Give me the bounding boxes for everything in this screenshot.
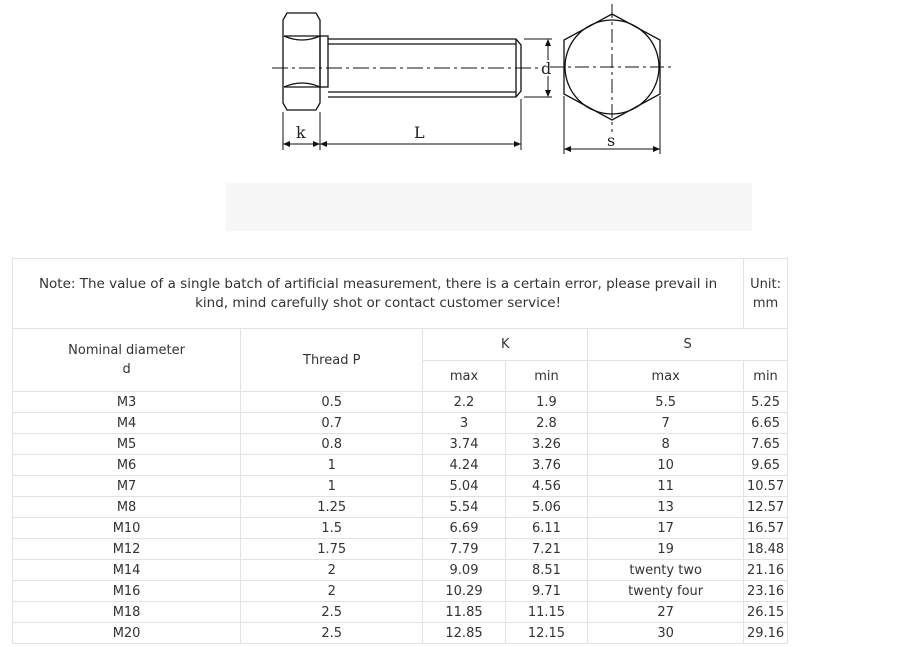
- s-max-cell: 7: [588, 413, 744, 434]
- nominal-diameter-cell: M14: [13, 560, 241, 581]
- k-max-cell: 9.09: [423, 560, 505, 581]
- table-row: [13, 497, 788, 518]
- bolt-spec-table: [12, 258, 788, 644]
- table-row: [13, 518, 788, 539]
- s-min-cell: 6.65: [744, 413, 788, 434]
- k-max-cell: 4.24: [423, 455, 505, 476]
- thread-cell: 2.5: [241, 623, 423, 644]
- table-row: [13, 392, 788, 413]
- k-max-cell: 3: [423, 413, 505, 434]
- bolt-head-side: [283, 13, 320, 110]
- k-min-cell: 6.11: [505, 518, 587, 539]
- s-max-cell: 10: [588, 455, 744, 476]
- s-min-cell: 26.15: [744, 602, 788, 623]
- thread-cell: 1.25: [241, 497, 423, 518]
- s-max-cell: 30: [588, 623, 744, 644]
- k-min-cell: 3.76: [505, 455, 587, 476]
- s-min-cell: 29.16: [744, 623, 788, 644]
- s-max-cell: twenty four: [588, 581, 744, 602]
- s-min-cell: 10.57: [744, 476, 788, 497]
- k-max-cell: 5.54: [423, 497, 505, 518]
- table-row: [13, 476, 788, 497]
- faint-banner: [226, 183, 752, 231]
- s-min-cell: 5.25: [744, 392, 788, 413]
- nominal-diameter-cell: M20: [13, 623, 241, 644]
- k-max-cell: 2.2: [423, 392, 505, 413]
- k-min-cell: 3.26: [505, 434, 587, 455]
- nominal-diameter-cell: M18: [13, 602, 241, 623]
- k-max-cell: 10.29: [423, 581, 505, 602]
- k-max-cell: 7.79: [423, 539, 505, 560]
- dimension-s-label: s: [607, 131, 616, 150]
- header-nominal-diameter: Nominal diameter d: [13, 329, 241, 392]
- s-min-cell: 23.16: [744, 581, 788, 602]
- thread-cell: 1.75: [241, 539, 423, 560]
- table-row: [13, 434, 788, 455]
- k-min-cell: 7.21: [505, 539, 587, 560]
- s-min-cell: 9.65: [744, 455, 788, 476]
- s-max-cell: 11: [588, 476, 744, 497]
- s-min-cell: 21.16: [744, 560, 788, 581]
- s-max-cell: twenty two: [588, 560, 744, 581]
- s-min-cell: 7.65: [744, 434, 788, 455]
- nominal-diameter-cell: M5: [13, 434, 241, 455]
- s-max-cell: 8: [588, 434, 744, 455]
- thread-cell: 1: [241, 476, 423, 497]
- s-max-cell: 27: [588, 602, 744, 623]
- k-max-cell: 6.69: [423, 518, 505, 539]
- k-min-cell: 8.51: [505, 560, 587, 581]
- k-min-cell: 11.15: [505, 602, 587, 623]
- nominal-diameter-cell: M8: [13, 497, 241, 518]
- table-row: [13, 455, 788, 476]
- k-max-cell: 12.85: [423, 623, 505, 644]
- k-min-cell: 2.8: [505, 413, 587, 434]
- s-max-cell: 5.5: [588, 392, 744, 413]
- s-max-cell: 13: [588, 497, 744, 518]
- thread-cell: 1: [241, 455, 423, 476]
- k-min-cell: 9.71: [505, 581, 587, 602]
- dimension-L-label: L: [414, 123, 425, 142]
- thread-cell: 0.5: [241, 392, 423, 413]
- table-row: [13, 560, 788, 581]
- s-max-cell: 17: [588, 518, 744, 539]
- k-min-cell: 4.56: [505, 476, 587, 497]
- thread-cell: 1.5: [241, 518, 423, 539]
- header-k-min: min: [505, 361, 587, 392]
- table-row: [13, 602, 788, 623]
- table-row: [13, 581, 788, 602]
- header-k: K: [423, 329, 588, 361]
- header-s-max: max: [588, 361, 744, 392]
- note-text: Note: The value of a single batch of artificial measurement, there is a certain error, please prevail in kind, mind carefully shot or contact customer service!: [13, 259, 744, 329]
- table-row: [13, 413, 788, 434]
- nominal-diameter-cell: M4: [13, 413, 241, 434]
- unit-label: Unit: mm: [744, 259, 788, 329]
- thread-cell: 0.7: [241, 413, 423, 434]
- k-min-cell: 12.15: [505, 623, 587, 644]
- k-min-cell: 5.06: [505, 497, 587, 518]
- table-row: [13, 539, 788, 560]
- thread-cell: 2.5: [241, 602, 423, 623]
- k-max-cell: 11.85: [423, 602, 505, 623]
- nominal-diameter-cell: M7: [13, 476, 241, 497]
- s-min-cell: 18.48: [744, 539, 788, 560]
- dimension-k-label: k: [296, 123, 306, 142]
- header-k-max: max: [423, 361, 505, 392]
- nominal-diameter-cell: M16: [13, 581, 241, 602]
- nominal-diameter-cell: M6: [13, 455, 241, 476]
- table-row: [13, 623, 788, 644]
- thread-cell: 2: [241, 581, 423, 602]
- header-s: S: [588, 329, 788, 361]
- k-max-cell: 5.04: [423, 476, 505, 497]
- nominal-diameter-cell: M3: [13, 392, 241, 413]
- s-max-cell: 19: [588, 539, 744, 560]
- thread-cell: 0.8: [241, 434, 423, 455]
- nominal-diameter-cell: M12: [13, 539, 241, 560]
- nominal-diameter-cell: M10: [13, 518, 241, 539]
- k-min-cell: 1.9: [505, 392, 587, 413]
- header-s-min: min: [744, 361, 788, 392]
- dimension-d-label: d: [541, 59, 552, 78]
- header-thread: Thread P: [241, 329, 423, 392]
- s-min-cell: 12.57: [744, 497, 788, 518]
- thread-cell: 2: [241, 560, 423, 581]
- k-max-cell: 3.74: [423, 434, 505, 455]
- s-min-cell: 16.57: [744, 518, 788, 539]
